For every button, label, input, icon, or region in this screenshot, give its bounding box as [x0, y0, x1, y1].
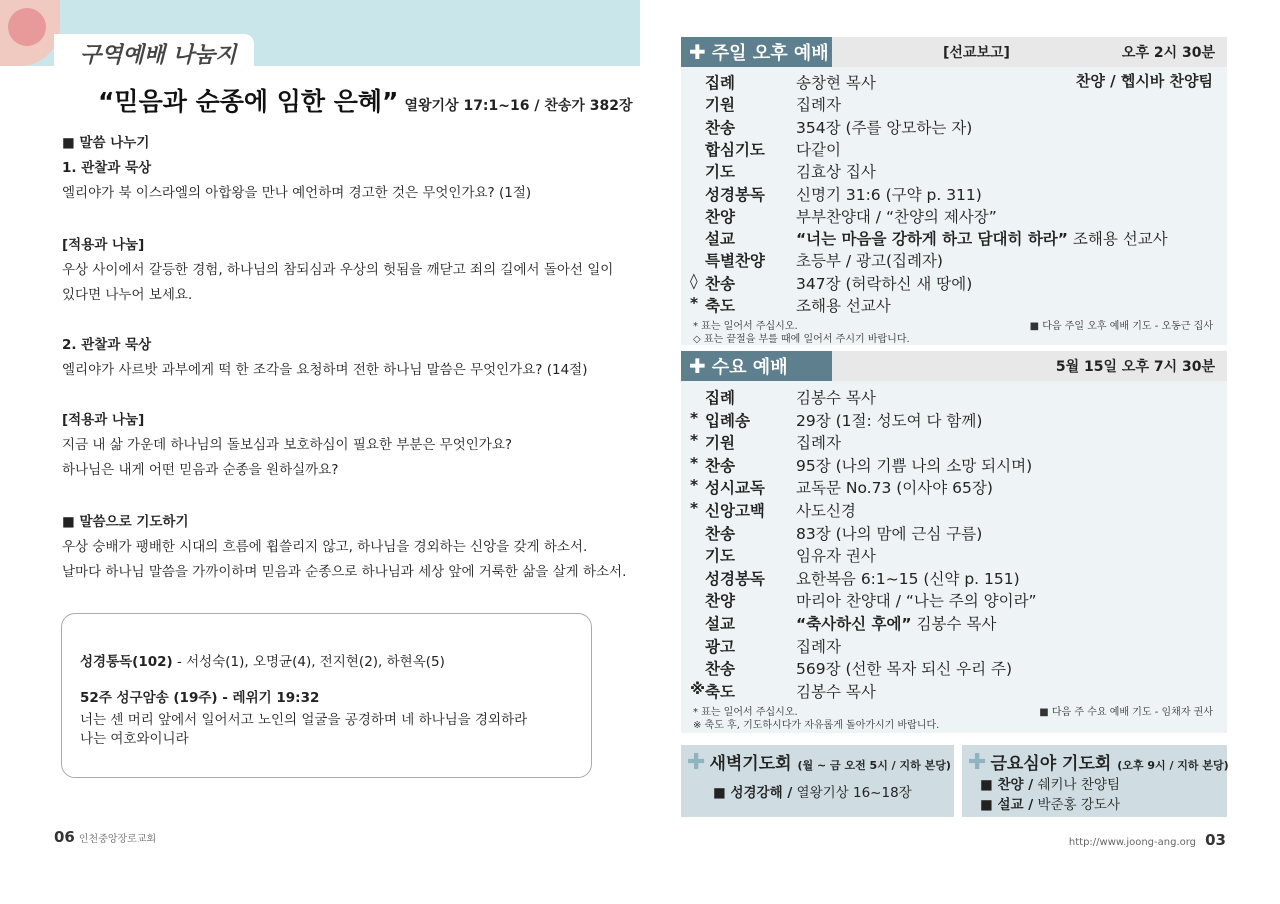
- order-row: [681, 408, 1227, 430]
- order-item-value: 부부찬양대 / “찬양의 제사장”: [796, 207, 997, 226]
- question-text: 엘리야가 사르밧 과부에게 떡 한 조각을 요청하며 전한 하나님 말씀은 무엇인가요? (14절): [62, 362, 588, 378]
- church-name: 인천중앙장로교회: [78, 834, 157, 845]
- order-row: [681, 475, 1227, 497]
- order-row: [681, 293, 1227, 315]
- sermon-title: [98, 82, 633, 118]
- footnote: * 표는 일어서 주십시오.: [693, 321, 798, 332]
- section-tab-title: 구역예배 나눔지: [54, 34, 254, 68]
- order-item-label: 신앙고백: [705, 502, 765, 520]
- order-item-label: 설교: [705, 230, 735, 249]
- memory-verse-label: 52주 성구암송 (19주) - 레위기 19:32: [80, 690, 320, 706]
- order-item-label: 찬송: [705, 118, 735, 137]
- order-item-label: 기원: [705, 434, 735, 453]
- order-row: [681, 656, 1227, 678]
- section-heading: [적용과 나눔]: [62, 412, 145, 428]
- friday-prayer-schedule: (오후 9시 / 지하 본당): [1117, 759, 1229, 772]
- sunday-service-title: ✚ 주일 오후 예배: [681, 37, 832, 67]
- order-item-label: 입례송: [705, 411, 750, 430]
- sunday-service-tag: [선교보고]: [943, 45, 1010, 61]
- memory-verse-line: 너는 센 머리 앞에서 일어서고 노인의 얼굴을 공경하며 네 하나님을 경외하라: [80, 712, 528, 728]
- order-item-value: “너는 마음을 강하게 하고 담대히 하라” 조해용 선교사: [796, 230, 1168, 249]
- order-item-label: 기원: [705, 96, 735, 115]
- order-row: [681, 634, 1227, 656]
- page-number: 06: [54, 828, 75, 846]
- section-heading: [적용과 나눔]: [62, 237, 145, 253]
- order-row: [681, 588, 1227, 610]
- order-mark: *: [690, 408, 699, 427]
- order-item-value: 354장 (주를 앙모하는 자): [796, 118, 973, 137]
- reading-label: 성경통독(102): [80, 654, 173, 670]
- sermon-title-text: “믿음과 순종에 임한 은혜”: [98, 87, 399, 116]
- cross-icon: ✚: [689, 40, 706, 64]
- order-row: [681, 204, 1227, 226]
- order-item-label: 합심기도: [705, 140, 765, 159]
- order-mark: *: [690, 294, 699, 312]
- cross-icon: ✚: [687, 750, 706, 775]
- order-row: [681, 226, 1227, 248]
- dawn-prayer-item: ■ 성경강해 / 열왕기상 16~18장: [713, 785, 912, 801]
- order-row: [681, 159, 1227, 181]
- friday-prayer-title: ✚ 금요심야 기도회 (오후 9시 / 지하 본당): [968, 750, 1229, 775]
- question-text: 엘리야가 북 이스라엘의 아합왕을 만나 예언하며 경고한 것은 무엇인가요? (1절): [62, 185, 532, 201]
- order-row: [681, 70, 1227, 92]
- order-item-value: 신명기 31:6 (구약 p. 311): [796, 185, 982, 204]
- order-item-value: 569장 (선한 목자 되신 우리 주): [796, 660, 1013, 679]
- order-item-value: 송창현 목사: [796, 74, 876, 92]
- order-item-label: 찬양: [705, 592, 735, 611]
- order-item-value: 사도신경: [796, 502, 856, 520]
- order-item-value: 347장 (허락하신 새 땅에): [796, 274, 973, 293]
- order-item-label: 특별찬양: [705, 252, 765, 271]
- order-item-value: 다같이: [796, 140, 841, 159]
- order-item-value: 집례자: [796, 96, 841, 115]
- order-mark: ◊: [690, 271, 698, 290]
- decorative-image: [0, 0, 60, 66]
- next-prayer-note: ■ 다음 주일 오후 예배 기도 - 오동근 집사: [1029, 321, 1213, 332]
- cross-icon: ✚: [968, 750, 987, 775]
- order-item-label: 성경봉독: [705, 569, 765, 588]
- order-item-label: 성경봉독: [705, 185, 765, 204]
- order-item-value: 83장 (나의 맘에 근심 구름): [796, 524, 983, 543]
- order-item-value: 조해용 선교사: [796, 297, 891, 315]
- order-row: [681, 611, 1227, 633]
- order-item-label: 찬송: [705, 660, 735, 679]
- order-row: [681, 385, 1227, 407]
- dawn-prayer-title: ✚ 새벽기도회 (월 ~ 금 오전 5시 / 지하 본당): [687, 750, 951, 775]
- question-text: 날마다 하나님 말씀을 가까이하며 믿음과 순종으로 하나님과 세상 앞에 거룩한 삶을 살게 하소서.: [62, 564, 627, 580]
- friday-prayer-box: [962, 745, 1227, 817]
- wednesday-order: [681, 381, 1227, 733]
- sunday-service-header: [681, 37, 1227, 67]
- section-heading: ■ 말씀으로 기도하기: [62, 514, 189, 530]
- order-item-value: 마리아 찬양대 / “나는 주의 양이라”: [796, 592, 1037, 611]
- memory-verse-line: 나는 여호와이니라: [80, 731, 189, 747]
- order-item-value: 교독문 No.73 (이사야 65장): [796, 479, 993, 498]
- order-item-value: 임유자 권사: [796, 547, 876, 566]
- order-row: [681, 182, 1227, 204]
- order-item-value: “축사하신 후에” 김봉수 목사: [796, 615, 997, 633]
- order-row: [681, 521, 1227, 543]
- wednesday-service-time: 5월 15일 오후 7시 30분: [1055, 359, 1215, 375]
- sunday-order: [681, 67, 1227, 345]
- order-item-value: 95장 (나의 기쁨 나의 소망 되시며): [796, 456, 1033, 475]
- order-item-label: 기도: [705, 163, 735, 182]
- sunday-praise-team: 찬양 / 헵시바 찬양팀: [1075, 72, 1213, 90]
- order-item-value: 집례자: [796, 637, 841, 656]
- order-mark: *: [690, 476, 699, 495]
- section-heading: 1. 관찰과 묵상: [62, 160, 152, 176]
- order-row: [681, 498, 1227, 520]
- order-item-label: 집례: [705, 74, 735, 92]
- dawn-prayer-box: [681, 745, 954, 817]
- order-row: [681, 92, 1227, 114]
- order-item-label: 광고: [705, 637, 735, 656]
- wednesday-service-title: ✚ 수요 예배: [681, 351, 832, 381]
- question-text: 하나님은 내게 어떤 믿음과 순종을 원하실까요?: [62, 462, 339, 478]
- order-item-value: 김봉수 목사: [796, 682, 876, 701]
- section-heading: ■ 말씀 나누기: [62, 135, 150, 151]
- order-item-label: 성시교독: [705, 479, 765, 498]
- order-item-label: 찬양: [705, 207, 735, 226]
- dawn-prayer-schedule: (월 ~ 금 오전 5시 / 지하 본당): [797, 759, 951, 772]
- order-item-value: 집례자: [796, 434, 841, 453]
- reading-names: - 서성숙(1), 오명균(4), 전지현(2), 하현옥(5): [172, 654, 445, 670]
- order-mark: *: [690, 499, 699, 517]
- order-row: [681, 566, 1227, 588]
- order-item-label: 찬송: [705, 274, 735, 293]
- order-item-value: 초등부 / 광고(집례자): [796, 252, 943, 271]
- order-mark: ※: [690, 679, 706, 698]
- footnote: ※ 축도 후, 기도하시다가 자유롭게 돌아가시기 바랍니다.: [693, 720, 940, 731]
- order-row: [681, 137, 1227, 159]
- question-text: 우상 사이에서 갈등한 경험, 하나님의 참되심과 우상의 헛됨을 깨닫고 죄의 길에서 돌아선 일이: [62, 262, 614, 278]
- reading-line: [80, 650, 445, 670]
- section-heading: 2. 관찰과 묵상: [62, 337, 152, 353]
- left-footer: [54, 828, 156, 846]
- order-row: [681, 248, 1227, 270]
- footnote: * 표는 일어서 주십시오.: [693, 707, 798, 718]
- order-item-value: 김효상 집사: [796, 163, 876, 182]
- order-row: [681, 453, 1227, 475]
- friday-prayer-item: ■ 설교 / 박준홍 강도사: [980, 797, 1121, 813]
- order-row: [681, 543, 1227, 565]
- heart-icon: [8, 8, 46, 46]
- order-item-value: 요한복음 6:1~15 (신약 p. 151): [796, 569, 1020, 588]
- page-number: 03: [1205, 831, 1226, 849]
- order-item-label: 축도: [705, 682, 735, 701]
- order-row: [681, 679, 1227, 701]
- order-item-label: 축도: [705, 297, 735, 315]
- order-row: [681, 430, 1227, 452]
- order-item-value: 김봉수 목사: [796, 389, 876, 407]
- sunday-service-time: 오후 2시 30분: [1121, 45, 1215, 61]
- reading-box: [61, 613, 592, 778]
- sermon-reference: 열왕기상 17:1~16 / 찬송가 382장: [404, 98, 633, 114]
- website-url: http://www.joong-ang.org: [1068, 837, 1197, 848]
- order-mark: *: [690, 453, 699, 472]
- order-item-label: 기도: [705, 547, 735, 566]
- order-item-label: 집례: [705, 389, 735, 407]
- question-text: 있다면 나누어 보세요.: [62, 287, 193, 303]
- friday-prayer-item: ■ 찬양 / 쉐키나 찬양팀: [980, 777, 1121, 793]
- question-text: 우상 숭배가 팽배한 시대의 흐름에 휩쓸리지 않고, 하나님을 경외하는 신앙을 갖게 하소서.: [62, 539, 588, 555]
- order-item-label: 찬송: [705, 456, 735, 475]
- order-item-label: 설교: [705, 615, 735, 633]
- order-row: [681, 115, 1227, 137]
- right-footer: [1069, 830, 1226, 849]
- footnote: ◇ 표는 끝절을 부를 때에 일어서 주시기 바랍니다.: [693, 334, 910, 345]
- order-item-value: 29장 (1절: 성도여 다 함께): [796, 411, 983, 430]
- next-prayer-note: ■ 다음 주 수요 예배 기도 - 임채자 권사: [1039, 707, 1213, 718]
- wednesday-service-header: [681, 351, 1227, 381]
- question-text: 지금 내 삶 가운데 하나님의 돌보심과 보호하심이 필요한 부분은 무엇인가요?: [62, 437, 513, 453]
- order-row: [681, 271, 1227, 293]
- order-item-label: 찬송: [705, 524, 735, 543]
- order-mark: *: [690, 431, 699, 450]
- cross-icon: ✚: [689, 354, 706, 378]
